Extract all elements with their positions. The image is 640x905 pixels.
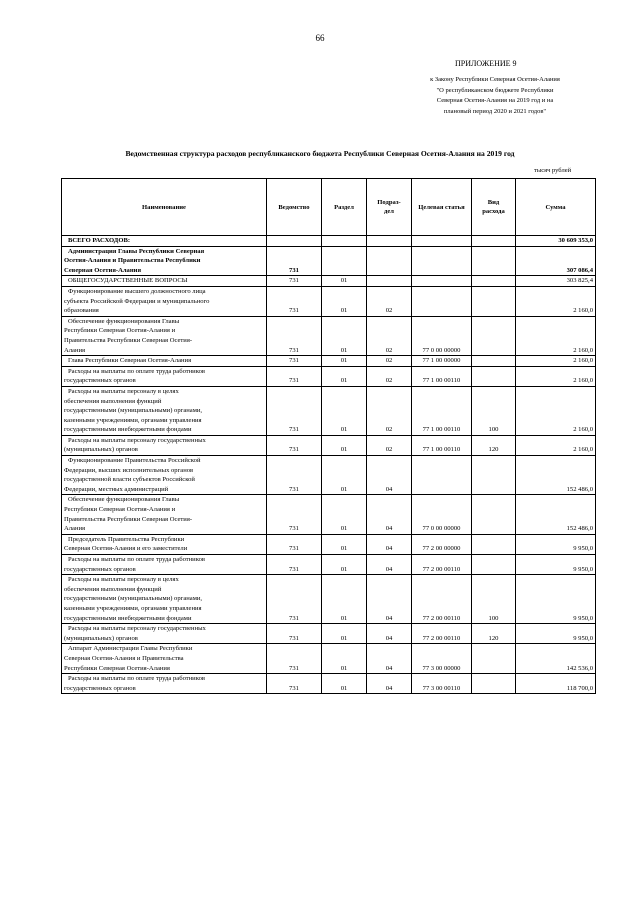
row-target: [412, 456, 472, 495]
row-target: 77 1 00 00110: [412, 435, 472, 455]
row-sum: 307 086,4: [516, 246, 596, 276]
row-dept: 731: [267, 286, 322, 316]
row-sum: 152 486,0: [516, 495, 596, 534]
row-target: 77 2 00 00000: [412, 534, 472, 554]
units-label: тысяч рублей: [534, 167, 572, 174]
row-name: ОБЩЕГОСУДАРСТВЕННЫЕ ВОПРОСЫ: [62, 276, 267, 287]
row-type: [472, 246, 516, 276]
row-name: Обеспечение функционирования Главы Республики Северная Осетия-Алания и Правительства Республики Северная Осетия- Алания: [62, 316, 267, 355]
row-section: 01: [322, 366, 367, 386]
row-dept: 731: [267, 456, 322, 495]
row-sum: 30 609 353,0: [516, 236, 596, 247]
table-row: [62, 674, 596, 694]
row-dept: 731: [267, 246, 322, 276]
row-name: Расходы на выплаты персоналу в целях обеспечения выполнения функций государственными (муниципальными) органами, казенными учреждениями, органами управления государственными внебюджетными фондами: [62, 386, 267, 435]
row-section: 01: [322, 356, 367, 367]
row-subsection: [367, 246, 412, 276]
table-row: [62, 555, 596, 575]
row-target: 77 1 00 00110: [412, 386, 472, 435]
row-dept: 731: [267, 276, 322, 287]
row-subsection: 04: [367, 456, 412, 495]
row-sum: 2 160,0: [516, 316, 596, 355]
row-subsection: 04: [367, 495, 412, 534]
row-type: [472, 276, 516, 287]
row-section: [322, 246, 367, 276]
row-dept: 731: [267, 386, 322, 435]
header-target: Целевая статья: [412, 179, 472, 236]
header-type: Вид расхода: [472, 179, 516, 236]
row-section: 01: [322, 644, 367, 674]
table-row: [62, 286, 596, 316]
budget-table: [61, 178, 596, 694]
row-section: 01: [322, 456, 367, 495]
row-dept: 731: [267, 555, 322, 575]
row-subsection: 02: [367, 286, 412, 316]
row-name: Расходы на выплаты персоналу государственных (муниципальных) органов: [62, 624, 267, 644]
row-name: Председатель Правительства Республики Северная Осетия-Алания и его заместители: [62, 534, 267, 554]
appendix-law-line: "О республиканском бюджете Республики: [436, 86, 554, 94]
row-subsection: 04: [367, 624, 412, 644]
row-name: ВСЕГО РАСХОДОВ:: [62, 236, 267, 247]
row-sum: 2 160,0: [516, 435, 596, 455]
row-section: 01: [322, 286, 367, 316]
row-subsection: 04: [367, 534, 412, 554]
table-row: [62, 356, 596, 367]
appendix-law-line: к Закону Республики Северная Осетия-Алания: [430, 76, 560, 83]
table-row: [62, 435, 596, 455]
row-sum: 152 486,0: [516, 456, 596, 495]
row-dept: [267, 236, 322, 247]
appendix-law-line: плановый период 2020 и 2021 годов": [443, 107, 547, 115]
row-sum: 9 950,0: [516, 534, 596, 554]
row-name: Администрация Главы Республики Северная Осетия-Алания и Правительства Республики Северная Осетия-Алания: [62, 246, 267, 276]
row-type: [472, 236, 516, 247]
page-number: 66: [315, 33, 325, 43]
table-header-row: [62, 179, 596, 236]
row-subsection: 04: [367, 575, 412, 624]
document-title: Ведомственная структура расходов республиканского бюджета Республики Северная Осетия-Алания на 2019 год: [125, 149, 515, 158]
row-dept: 731: [267, 624, 322, 644]
row-type: [472, 674, 516, 694]
row-target: 77 1 00 00110: [412, 366, 472, 386]
row-dept: 731: [267, 674, 322, 694]
row-name: Расходы на выплаты по оплате труда работников государственных органов: [62, 366, 267, 386]
table-row: [62, 236, 596, 247]
row-section: 01: [322, 276, 367, 287]
row-type: 100: [472, 386, 516, 435]
row-sum: 118 700,0: [516, 674, 596, 694]
row-target: 77 2 00 00110: [412, 624, 472, 644]
row-dept: 731: [267, 495, 322, 534]
row-section: 01: [322, 555, 367, 575]
row-type: [472, 555, 516, 575]
row-subsection: [367, 236, 412, 247]
row-name: Функционирование Правительства Российской Федерации, высших исполнительных органов государственной власти субъектов Российской Федерации, местных администраций: [62, 456, 267, 495]
row-target: 77 2 00 00110: [412, 575, 472, 624]
row-target: 77 3 00 00000: [412, 644, 472, 674]
row-subsection: 02: [367, 386, 412, 435]
header-sum: Сумма: [516, 179, 596, 236]
row-sum: 2 160,0: [516, 366, 596, 386]
table-row: [62, 316, 596, 355]
row-name: Расходы на выплаты персоналу в целях обеспечения выполнения функций государственными (муниципальными) органами, казенными учреждениями, органами управления государственными внебюджетными фондами: [62, 575, 267, 624]
table-row: [62, 366, 596, 386]
row-name: Глава Республики Северная Осетия-Алания: [62, 356, 267, 367]
row-subsection: 04: [367, 674, 412, 694]
row-type: [472, 286, 516, 316]
row-type: 100: [472, 575, 516, 624]
row-section: 01: [322, 386, 367, 435]
row-name: Функционирование высшего должностного лица субъекта Российской Федерации и муниципального образования: [62, 286, 267, 316]
table-row: [62, 624, 596, 644]
row-type: [472, 366, 516, 386]
table-row: [62, 644, 596, 674]
row-dept: 731: [267, 316, 322, 355]
row-section: 01: [322, 674, 367, 694]
row-section: [322, 236, 367, 247]
row-subsection: 02: [367, 316, 412, 355]
header-dept: Ведомство: [267, 179, 322, 236]
row-sum: 303 825,4: [516, 276, 596, 287]
appendix-law-line: Северная Осетия-Алания на 2019 год и на: [436, 97, 554, 104]
row-subsection: 04: [367, 555, 412, 575]
appendix-label: ПРИЛОЖЕНИЕ 9: [455, 59, 517, 68]
row-type: [472, 356, 516, 367]
table-row: [62, 575, 596, 624]
row-type: [472, 456, 516, 495]
row-name: Расходы на выплаты персоналу государственных (муниципальных) органов: [62, 435, 267, 455]
row-section: 01: [322, 316, 367, 355]
row-sum: 2 160,0: [516, 386, 596, 435]
row-dept: 731: [267, 644, 322, 674]
row-target: [412, 246, 472, 276]
header-name: Наименование: [62, 179, 267, 236]
row-sum: 9 950,0: [516, 555, 596, 575]
row-type: [472, 495, 516, 534]
row-type: [472, 534, 516, 554]
row-name: Аппарат Администрации Главы Республики Северная Осетия-Алания и Правительства Республики Северная Осетия-Алания: [62, 644, 267, 674]
header-subsection: Подраз- дел: [367, 179, 412, 236]
row-target: [412, 236, 472, 247]
row-subsection: 02: [367, 356, 412, 367]
row-target: 77 0 00 00000: [412, 316, 472, 355]
row-section: 01: [322, 624, 367, 644]
row-target: 77 2 00 00110: [412, 555, 472, 575]
header-section: Раздел: [322, 179, 367, 236]
row-type: [472, 644, 516, 674]
row-section: 01: [322, 534, 367, 554]
row-sum: 2 160,0: [516, 286, 596, 316]
row-dept: 731: [267, 366, 322, 386]
table-row: [62, 456, 596, 495]
row-target: [412, 276, 472, 287]
row-dept: 731: [267, 534, 322, 554]
row-dept: 731: [267, 435, 322, 455]
row-subsection: 02: [367, 366, 412, 386]
row-type: 120: [472, 435, 516, 455]
row-target: 77 0 00 00000: [412, 495, 472, 534]
row-subsection: [367, 276, 412, 287]
row-dept: 731: [267, 356, 322, 367]
row-name: Обеспечение функционирования Главы Республики Северная Осетия-Алания и Правительства Республики Северная Осетия- Алания: [62, 495, 267, 534]
table-row: [62, 534, 596, 554]
row-target: 77 1 00 00000: [412, 356, 472, 367]
row-sum: 9 950,0: [516, 624, 596, 644]
row-section: 01: [322, 435, 367, 455]
row-subsection: 04: [367, 644, 412, 674]
table-row: [62, 495, 596, 534]
row-name: Расходы на выплаты по оплате труда работников государственных органов: [62, 555, 267, 575]
appendix-law-reference: [395, 75, 595, 117]
row-subsection: 02: [367, 435, 412, 455]
row-type: [472, 316, 516, 355]
row-sum: 9 950,0: [516, 575, 596, 624]
table-row: [62, 246, 596, 276]
table-row: [62, 386, 596, 435]
row-type: 120: [472, 624, 516, 644]
table-row: [62, 276, 596, 287]
row-dept: 731: [267, 575, 322, 624]
row-sum: 2 160,0: [516, 356, 596, 367]
row-target: [412, 286, 472, 316]
row-name: Расходы на выплаты по оплате труда работников государственных органов: [62, 674, 267, 694]
row-section: 01: [322, 575, 367, 624]
row-target: 77 3 00 00110: [412, 674, 472, 694]
row-section: 01: [322, 495, 367, 534]
row-sum: 142 536,0: [516, 644, 596, 674]
